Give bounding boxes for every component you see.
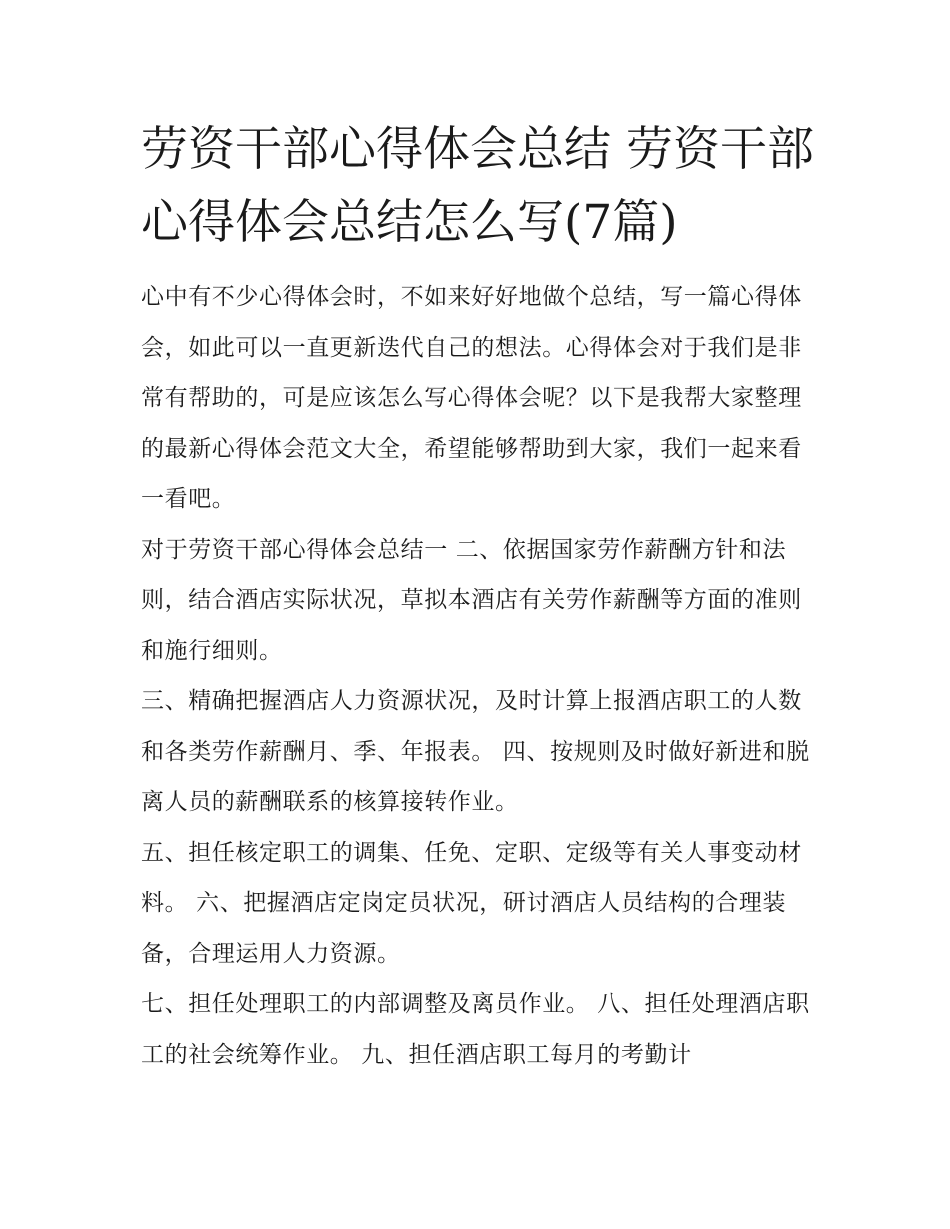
paragraph-items-three-four: 三、精确把握酒店人力资源状况，及时计算上报酒店职工的人数和各类劳作薪酬月、季、年报表。 四、按规则及时做好新进和脱离人员的薪酬联系的核算接转作业。 xyxy=(141,688,810,815)
document-title: 劳资干部心得体会总结 劳资干部心得体会总结怎么写(7篇) xyxy=(141,122,814,250)
document-body xyxy=(141,272,816,1080)
paragraph-summary-one: 对于劳资干部心得体会总结一 二、依据国家劳作薪酬方针和法则，结合酒店实际状况，草拟本酒店有关劳作薪酬等方面的准则和施行细则。 xyxy=(141,536,802,664)
paragraph-items-seven-nine: 七、担任处理职工的内部调整及离员作业。 八、担任处理酒店职工的社会统筹作业。 九、担任酒店职工每月的考勤计 xyxy=(141,991,810,1068)
document-content xyxy=(141,113,816,1080)
paragraph-intro: 心中有不少心得体会时，不如来好好地做个总结，写一篇心得体会，如此可以一直更新迭代自己的想法。心得体会对于我们是非常有帮助的，可是应该怎么写心得体会呢？以下是我帮大家整理的最新心得体会范文大全，希望能够帮助到大家，我们一起来看一看吧。 xyxy=(141,284,802,512)
paragraph-items-five-six: 五、担任核定职工的调集、任免、定职、定级等有关人事变动材料。 六、把握酒店定岗定员状况，研讨酒店人员结构的合理装备，合理运用人力资源。 xyxy=(141,839,802,967)
